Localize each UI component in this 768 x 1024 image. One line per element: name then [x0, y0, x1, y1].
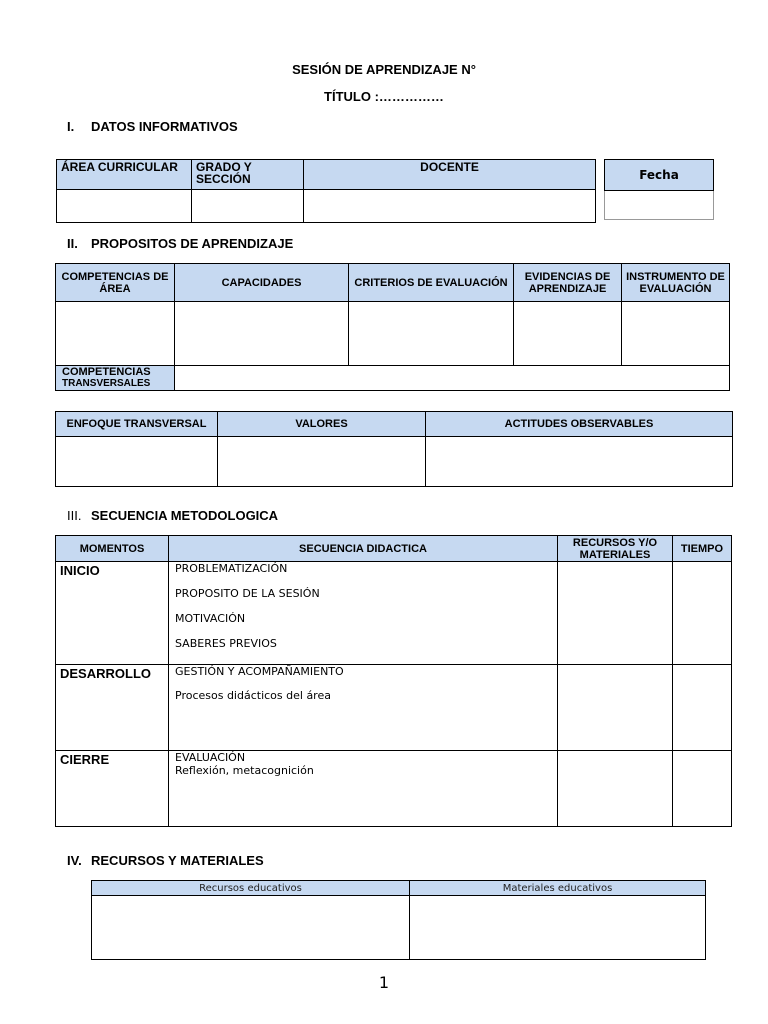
section-3-title: SECUENCIA METODOLOGICA — [91, 508, 279, 523]
header-grado-seccion: GRADO Y SECCIÓN — [192, 160, 304, 190]
cierre-item: EVALUACIÓN — [175, 751, 246, 764]
cell-recursos-educativos[interactable] — [92, 896, 410, 960]
header-recursos-materiales: RECURSOS Y/O MATERIALES — [558, 536, 673, 562]
tiempo-cierre[interactable] — [673, 751, 732, 827]
header-docente: DOCENTE — [304, 160, 596, 190]
desarrollo-item: GESTIÓN Y ACOMPAÑAMIENTO — [175, 665, 344, 678]
cell-valores[interactable] — [218, 437, 426, 487]
cell-evidencias-aprendizaje[interactable] — [514, 302, 622, 366]
cell-criterios-evaluacion[interactable] — [349, 302, 514, 366]
section-2-number: II. — [67, 236, 78, 251]
secuencia-inicio[interactable] — [169, 562, 558, 665]
tiempo-desarrollo[interactable] — [673, 665, 732, 751]
cell-competencias-transversales[interactable] — [175, 366, 730, 391]
cell-docente[interactable] — [304, 190, 596, 223]
cell-area-curricular[interactable] — [57, 190, 192, 223]
cell-fecha[interactable] — [605, 191, 714, 220]
section-1-title: DATOS INFORMATIVOS — [91, 119, 238, 134]
section-4-title: RECURSOS Y MATERIALES — [91, 853, 264, 868]
header-tiempo: TIEMPO — [673, 536, 732, 562]
momento-cierre: CIERRE — [56, 751, 169, 827]
fecha-table — [604, 159, 714, 220]
section-1-heading — [67, 119, 238, 134]
header-criterios-evaluacion: CRITERIOS DE EVALUACIÓN — [349, 264, 514, 302]
header-secuencia-didactica: SECUENCIA DIDACTICA — [169, 536, 558, 562]
header-actitudes-observables: ACTITUDES OBSERVABLES — [426, 412, 733, 437]
section-3-number: III. — [67, 508, 82, 523]
cell-competencias-area[interactable] — [56, 302, 175, 366]
session-subtitle: TÍTULO :…………… — [324, 89, 444, 104]
header-instrumento-evaluacion: INSTRUMENTO DE EVALUACIÓN — [622, 264, 730, 302]
inicio-item: PROPOSITO DE LA SESIÓN — [175, 587, 320, 600]
header-momentos: MOMENTOS — [56, 536, 169, 562]
header-evidencias-aprendizaje: EVIDENCIAS DE APRENDIZAJE — [514, 264, 622, 302]
header-area-curricular: ÁREA CURRICULAR — [57, 160, 192, 190]
header-recursos-educativos: Recursos educativos — [92, 881, 410, 896]
cell-materiales-educativos[interactable] — [410, 896, 706, 960]
inicio-item: SABERES PREVIOS — [175, 637, 277, 650]
header-materiales-educativos: Materiales educativos — [410, 881, 706, 896]
section-2-title: PROPOSITOS DE APRENDIZAJE — [91, 236, 294, 251]
section-3-heading — [67, 508, 278, 523]
transversales-label: TRANSVERSALES — [62, 378, 151, 389]
session-title: SESIÓN DE APRENDIZAJE N° — [292, 62, 476, 77]
recursos-inicio[interactable] — [558, 562, 673, 665]
datos-informativos-table — [56, 159, 596, 223]
header-capacidades: CAPACIDADES — [175, 264, 349, 302]
secuencia-desarrollo[interactable] — [169, 665, 558, 751]
recursos-materiales-table — [91, 880, 706, 960]
recursos-cierre[interactable] — [558, 751, 673, 827]
cierre-item: Reflexión, metacognición — [175, 764, 314, 777]
header-fecha: Fecha — [605, 160, 714, 191]
tiempo-inicio[interactable] — [673, 562, 732, 665]
cell-instrumento-evaluacion[interactable] — [622, 302, 730, 366]
cell-actitudes-observables[interactable] — [426, 437, 733, 487]
cell-grado-seccion[interactable] — [192, 190, 304, 223]
page-number: 1 — [378, 973, 390, 992]
enfoque-table — [55, 411, 733, 487]
propositos-table — [55, 263, 730, 391]
secuencia-table — [55, 535, 732, 827]
desarrollo-item: Procesos didácticos del área — [175, 689, 331, 702]
inicio-item: PROBLEMATIZACIÓN — [175, 562, 288, 575]
competencias-label: COMPETENCIAS — [62, 366, 151, 378]
momento-desarrollo: DESARROLLO — [56, 665, 169, 751]
section-2-heading — [67, 236, 293, 251]
momento-inicio: INICIO — [56, 562, 169, 665]
section-4-heading — [67, 853, 264, 868]
recursos-desarrollo[interactable] — [558, 665, 673, 751]
header-competencias-area: COMPETENCIAS DE ÁREA — [56, 264, 175, 302]
cell-capacidades[interactable] — [175, 302, 349, 366]
header-valores: VALORES — [218, 412, 426, 437]
inicio-item: MOTIVACIÓN — [175, 612, 246, 625]
section-4-number: IV. — [67, 853, 82, 868]
section-1-number: I. — [67, 119, 75, 134]
header-enfoque-transversal: ENFOQUE TRANSVERSAL — [56, 412, 218, 437]
cell-enfoque-transversal[interactable] — [56, 437, 218, 487]
header-competencias-transversales — [56, 366, 175, 391]
secuencia-cierre[interactable] — [169, 751, 558, 827]
